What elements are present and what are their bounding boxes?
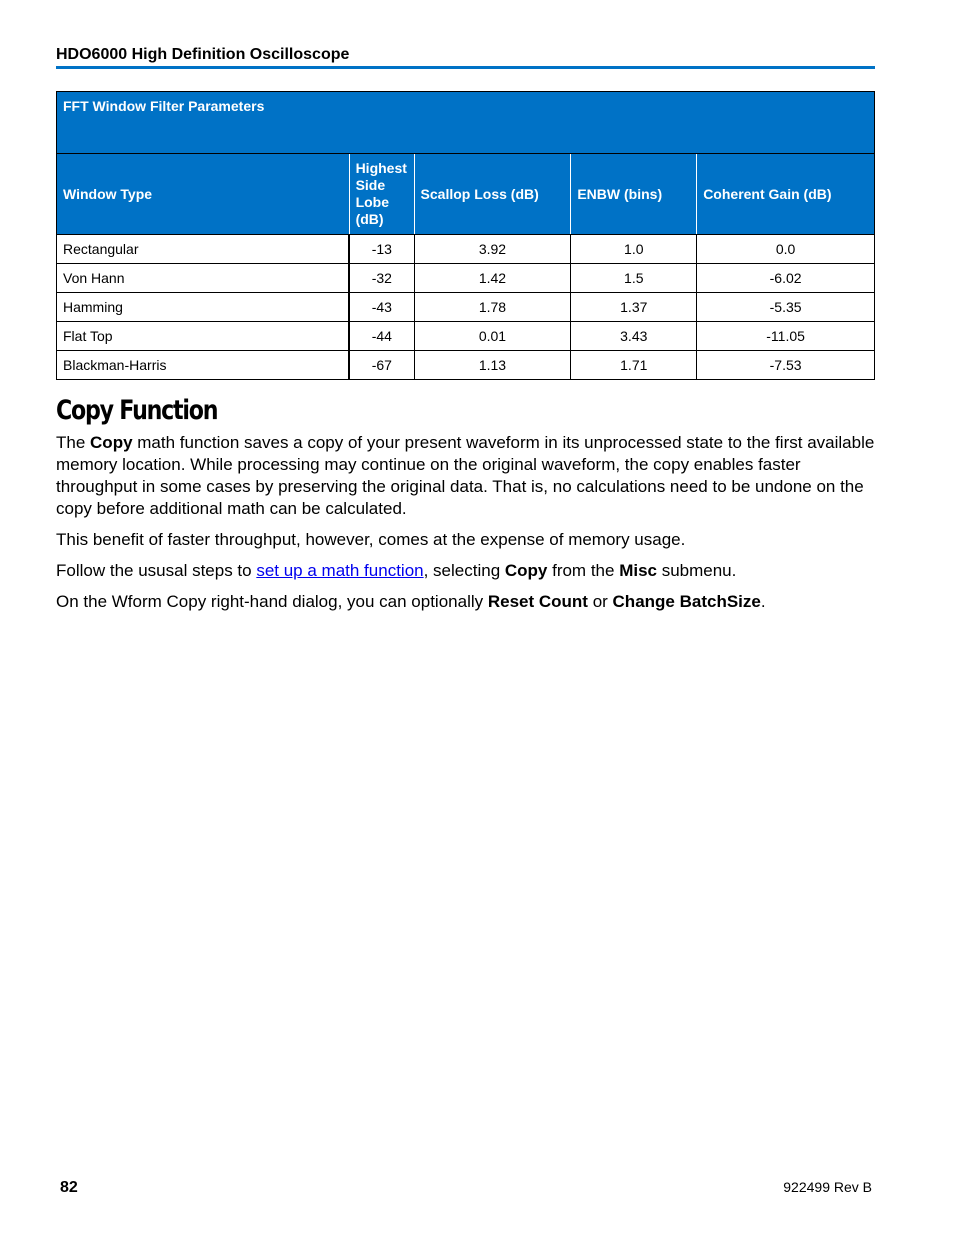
table-cell: Hamming <box>57 293 350 322</box>
table-row <box>57 293 875 322</box>
table-cell: -67 <box>349 351 414 380</box>
table-cell: -43 <box>349 293 414 322</box>
fft-window-table <box>56 91 875 380</box>
paragraph-dialog-options <box>56 591 876 613</box>
table-row <box>57 235 875 264</box>
column-header: ENBW (bins) <box>571 154 697 235</box>
text: . <box>760 592 766 611</box>
table-caption: FFT Window Filter Parameters <box>57 92 875 154</box>
bold-term: Change BatchSize <box>612 592 761 611</box>
table-row <box>57 264 875 293</box>
text: Follow the ususal steps to <box>56 561 257 580</box>
table-cell: 3.43 <box>571 322 697 351</box>
text: or <box>587 592 613 611</box>
table-cell: -11.05 <box>697 322 875 351</box>
column-header: Highest Side Lobe (dB) <box>349 154 414 235</box>
setup-math-function-link[interactable]: set up a math function <box>256 561 424 580</box>
table-row <box>57 351 875 380</box>
paragraph-copy-description <box>56 432 876 520</box>
text: The <box>56 433 91 452</box>
bold-term: Copy <box>504 561 548 580</box>
table-cell: 1.5 <box>571 264 697 293</box>
text: submenu. <box>656 561 737 580</box>
table-cell: 0.0 <box>697 235 875 264</box>
column-header: Coherent Gain (dB) <box>697 154 875 235</box>
table-cell: Von Hann <box>57 264 350 293</box>
table-cell: 1.0 <box>571 235 697 264</box>
text: On the Wform Copy right-hand dialog, you can optionally <box>56 592 488 611</box>
column-header: Scallop Loss (dB) <box>414 154 571 235</box>
table-cell: Blackman-Harris <box>57 351 350 380</box>
column-header: Window Type <box>57 154 350 235</box>
table-cell: -7.53 <box>697 351 875 380</box>
section-body <box>56 432 876 622</box>
bold-term: Reset Count <box>487 592 588 611</box>
table-cell: 1.13 <box>414 351 571 380</box>
table-cell: -32 <box>349 264 414 293</box>
text: from the <box>547 561 620 580</box>
page-number: 82 <box>60 1179 78 1196</box>
bold-term: Copy <box>90 433 133 452</box>
table-cell: 1.78 <box>414 293 571 322</box>
table-cell: 3.92 <box>414 235 571 264</box>
page-header: HDO6000 High Definition Oscilloscope <box>56 45 875 69</box>
table-cell: -6.02 <box>697 264 875 293</box>
paragraph-steps <box>56 560 876 582</box>
paragraph-memory-note: This benefit of faster throughput, however, comes at the expense of memory usage. <box>56 530 686 549</box>
table-row <box>57 322 875 351</box>
table-cell: -13 <box>349 235 414 264</box>
bold-term: Misc <box>619 561 657 580</box>
table-cell: 1.42 <box>414 264 571 293</box>
table-cell: Rectangular <box>57 235 350 264</box>
document-revision: 922499 Rev B <box>783 1179 872 1195</box>
table-cell: Flat Top <box>57 322 350 351</box>
text: , selecting <box>423 561 505 580</box>
table-cell: -5.35 <box>697 293 875 322</box>
table-cell: 1.71 <box>571 351 697 380</box>
text: math function saves a copy of your present waveform in its unprocessed state to the first available memory location. While processing may continue on the original waveform, the copy enables faster throughput in some cases by preserving the original data. That is, no calculations need to be undone on the copy before additional math can be calculated. <box>56 433 875 518</box>
table-cell: 0.01 <box>414 322 571 351</box>
section-heading: Copy Function <box>56 395 218 426</box>
table-cell: -44 <box>349 322 414 351</box>
table-cell: 1.37 <box>571 293 697 322</box>
